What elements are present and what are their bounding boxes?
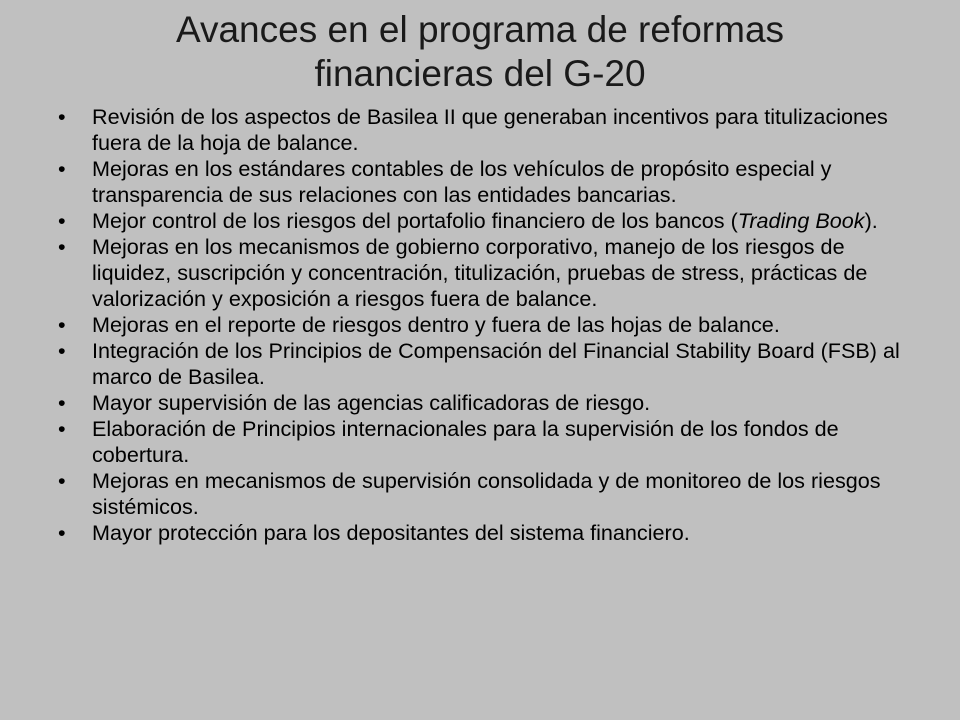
bullet-list: [56, 104, 916, 546]
bullet-text: Revisión de los aspectos de Basilea II que generaban incentivos para titulizaciones fuera de la hoja de balance.: [92, 104, 888, 155]
slide-title: [60, 8, 900, 96]
bullet-item-6: [56, 338, 916, 390]
title-line-2: financieras del G-20: [314, 53, 646, 94]
bullet-text-before: Mejor control de los riesgos del portafolio financiero de los bancos (: [92, 208, 738, 233]
bullet-dot: •: [58, 338, 66, 363]
bullet-text: Integración de los Principios de Compensación del Financial Stability Board (FSB) al marco de Basilea.: [92, 338, 900, 389]
bullet-text: Mejoras en los estándares contables de los vehículos de propósito especial y transparencia de sus relaciones con las entidades bancarias.: [92, 156, 832, 207]
bullet-text-italic: Trading Book: [737, 208, 865, 233]
bullet-dot: •: [58, 468, 66, 493]
title-line-1: Avances en el programa de reformas: [175, 9, 785, 50]
bullet-text-after: ).: [864, 208, 878, 233]
bullet-dot: •: [58, 104, 66, 129]
bullet-dot: •: [58, 234, 66, 259]
bullet-text: Mejoras en el reporte de riesgos dentro y fuera de las hojas de balance.: [92, 312, 780, 337]
bullet-item-10: [56, 520, 916, 546]
bullet-text: Mejoras en mecanismos de supervisión consolidada y de monitoreo de los riesgos sistémicos.: [92, 468, 881, 519]
bullet-text: Elaboración de Principios internacionales para la supervisión de los fondos de cobertura.: [92, 416, 839, 467]
bullet-item-9: [56, 468, 916, 520]
bullet-dot: •: [58, 208, 66, 233]
bullet-text: Mejoras en los mecanismos de gobierno corporativo, manejo de los riesgos de liquidez, suscripción y concentración, titulización, pruebas de stress, prácticas de valorización y exposición a riesgos fuera de balance.: [92, 234, 868, 311]
bullet-dot: •: [58, 156, 66, 181]
bullet-item-8: [56, 416, 916, 468]
bullet-item-1: [56, 104, 916, 156]
bullet-dot: •: [58, 520, 66, 545]
bullet-item-4: [56, 234, 916, 312]
bullet-text: Mayor protección para los depositantes del sistema financiero.: [92, 520, 690, 545]
bullet-item-3: [56, 208, 916, 234]
bullet-dot: •: [58, 390, 66, 415]
bullet-item-5: [56, 312, 916, 338]
bullet-dot: •: [58, 416, 66, 441]
bullet-item-2: [56, 156, 916, 208]
bullet-item-7: [56, 390, 916, 416]
bullet-dot: •: [58, 312, 66, 337]
bullet-text: Mayor supervisión de las agencias calificadoras de riesgo.: [92, 390, 651, 415]
